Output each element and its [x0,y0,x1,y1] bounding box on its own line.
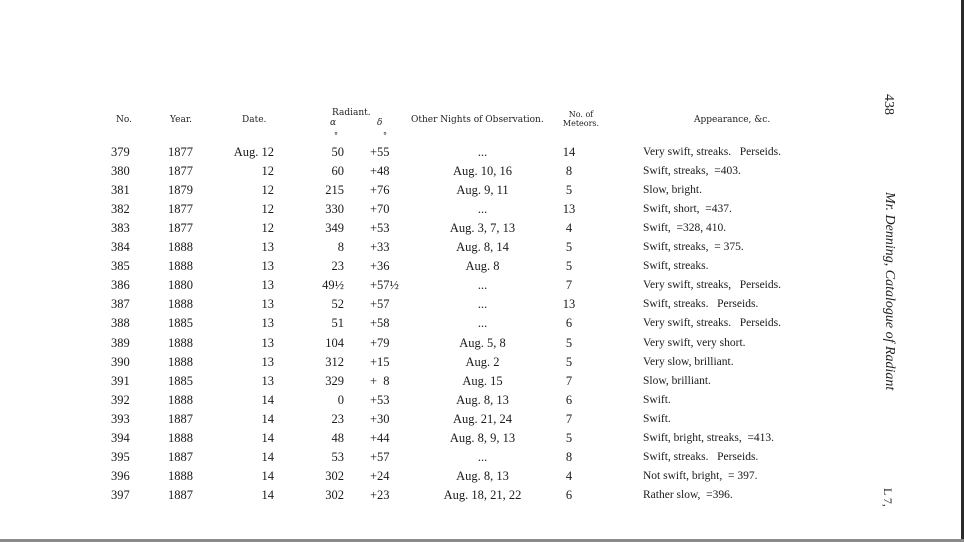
row-number: 397 [111,487,130,502]
row-date: 12 [261,221,274,236]
row-delta: +36 [370,259,390,274]
row-meteor-count: 4 [565,468,573,483]
row-number: 381 [111,183,130,198]
row-other-nights: Aug. 9, 11 [456,183,509,198]
row-delta: +33 [370,240,390,255]
row-alpha: 48 [331,430,344,445]
row-year: 1888 [168,297,193,312]
row-date: 14 [261,468,274,483]
table-row [0,334,900,353]
row-delta: +79 [370,335,390,350]
row-alpha: 23 [331,259,344,274]
row-appearance: Swift, streaks, =403. [643,165,741,178]
row-appearance: Swift. [643,412,671,425]
row-appearance: Very swift, very short. [643,336,746,349]
row-alpha: 23 [331,411,344,426]
row-other-nights: ... [477,145,488,159]
row-alpha: 8 [337,240,344,255]
row-appearance: Swift, streaks. Perseids. [643,450,759,463]
row-appearance: Swift, streaks. [643,260,709,273]
table-row [0,257,900,276]
row-number: 382 [111,202,130,217]
row-meteor-count: 7 [565,411,573,426]
row-other-nights: Aug. 8, 13 [456,392,509,407]
row-year: 1885 [168,373,193,388]
row-number: 386 [111,278,130,293]
row-delta: +55 [370,145,390,159]
row-delta: +57 [370,297,390,312]
row-delta: +48 [370,164,390,179]
table-row [0,314,900,333]
row-alpha: 53 [331,449,344,464]
row-date: 14 [261,392,274,407]
table-row [0,410,900,429]
row-meteor-count: 5 [565,354,573,369]
row-delta: +24 [370,468,390,483]
row-number: 396 [111,468,130,483]
row-appearance: Rather slow, =396. [643,488,733,501]
row-date: 13 [261,373,274,388]
row-delta: +58 [370,316,390,331]
row-year: 1877 [168,221,193,236]
row-alpha: 49½ [322,278,344,293]
row-date: 13 [261,354,274,369]
row-alpha: 312 [325,354,344,369]
table-row [0,448,900,467]
row-number: 395 [111,449,130,464]
row-number: 390 [111,354,130,369]
row-appearance: Very swift, streaks. Perseids. [643,317,781,330]
signature-mark: L 7, [881,488,895,507]
row-number: 392 [111,392,130,407]
row-delta: +53 [370,392,390,407]
row-delta: +57½ [370,278,399,293]
row-alpha: 330 [325,202,344,217]
row-date: 14 [261,430,274,445]
row-alpha: 349 [325,221,344,236]
row-alpha: 215 [325,183,344,198]
row-date: 14 [261,449,274,464]
table-row [0,162,900,181]
row-meteor-count: 5 [565,240,573,255]
row-date: 13 [261,278,274,293]
row-appearance: Slow, brilliant. [643,374,711,387]
running-title: Mr. Denning, Catalogue of Radiant [882,192,897,391]
row-date: 13 [261,240,274,255]
row-year: 1877 [168,202,193,217]
table-row [0,143,900,162]
row-appearance: Swift, bright, streaks, =413. [643,431,775,444]
header-delta: δ [377,118,383,128]
page-number: 438 [881,94,896,115]
row-number: 380 [111,164,130,179]
row-number: 387 [111,297,130,312]
row-year: 1888 [168,240,193,255]
row-date: 13 [261,316,274,331]
row-year: 1888 [168,468,193,483]
row-year: 1879 [168,183,193,198]
row-delta: +23 [370,487,390,502]
row-number: 379 [111,145,130,159]
row-appearance: Swift, =328, 410. [643,222,727,235]
degree-mark-delta: ° [383,131,387,140]
row-number: 391 [111,373,130,388]
row-other-nights: ... [477,202,488,217]
row-meteor-count: 14 [562,145,576,159]
row-delta: +44 [370,430,390,445]
row-year: 1887 [168,487,193,502]
row-date: 13 [261,297,274,312]
row-meteor-count: 6 [565,487,573,502]
table-row [0,486,900,505]
row-appearance: Swift, streaks, = 375. [643,241,744,254]
header-other-nights: Other Nights of Observation. [411,115,544,125]
table-row [0,181,900,200]
row-appearance: Very swift, streaks, Perseids. [643,279,781,292]
row-meteor-count: 8 [565,449,573,464]
row-other-nights: ... [477,316,488,331]
header-date: Date. [242,115,267,125]
row-year: 1888 [168,335,193,350]
row-delta: +57 [370,449,390,464]
row-meteor-count: 7 [565,373,573,388]
table-row [0,219,900,238]
row-number: 384 [111,240,130,255]
row-date: 13 [261,259,274,274]
row-meteor-count: 5 [565,335,573,350]
row-alpha: 0 [337,392,344,407]
row-other-nights: Aug. 2 [465,354,500,369]
row-year: 1888 [168,392,193,407]
row-date: 14 [261,487,274,502]
table-row [0,295,900,314]
row-year: 1885 [168,316,193,331]
row-date: 12 [261,164,274,179]
row-year: 1888 [168,430,193,445]
row-year: 1877 [168,164,193,179]
row-number: 389 [111,335,130,350]
row-meteor-count: 4 [565,221,573,236]
header-meteors [556,110,606,128]
row-year: 1880 [168,278,193,293]
header-alpha: α [330,118,337,128]
row-alpha: 50 [331,145,344,159]
row-alpha: 60 [331,164,344,179]
row-meteor-count: 5 [565,430,573,445]
row-date: 14 [261,411,274,426]
row-delta: +30 [370,411,390,426]
row-appearance: Swift, short, =437. [643,203,732,216]
row-other-nights: Aug. 15 [462,373,503,388]
row-meteor-count: 6 [565,392,573,407]
row-meteor-count: 13 [562,297,576,312]
row-alpha: 302 [325,487,344,502]
header-appearance: Appearance, &c. [694,115,771,125]
row-number: 383 [111,221,130,236]
row-alpha: 104 [325,335,344,350]
row-appearance: Slow, bright. [643,184,702,197]
row-date: 12 [261,183,274,198]
table-row [0,276,900,295]
row-other-nights: ... [477,449,488,464]
row-appearance: Very swift, streaks. Perseids. [643,146,781,158]
row-other-nights: Aug. 3, 7, 13 [449,221,516,236]
row-year: 1887 [168,411,193,426]
row-number: 393 [111,411,130,426]
row-date: Aug. 12 [233,145,274,159]
row-meteor-count: 13 [562,202,576,217]
row-delta: +53 [370,221,390,236]
row-other-nights: Aug. 18, 21, 22 [443,487,522,502]
row-other-nights: Aug. 8, 13 [456,468,509,483]
row-other-nights: Aug. 10, 16 [452,164,513,179]
row-other-nights: Aug. 21, 24 [452,411,513,426]
row-meteor-count: 6 [565,316,573,331]
row-appearance: Very slow, brilliant. [643,355,734,368]
table-row [0,467,900,486]
table-row [0,200,900,219]
row-number: 385 [111,259,130,274]
row-other-nights: Aug. 5, 8 [459,335,506,350]
row-appearance: Swift. [643,393,671,406]
row-meteor-count: 5 [565,183,573,198]
row-number: 388 [111,316,130,331]
table-row [0,353,900,372]
header-year: Year. [170,115,193,125]
header-meteors-line2: Meteors. [562,119,600,128]
row-year: 1877 [168,145,193,159]
row-date: 13 [261,335,274,350]
row-date: 12 [261,202,274,217]
row-appearance: Not swift, bright, = 397. [643,469,758,482]
row-alpha: 302 [325,468,344,483]
header-no: No. [116,115,132,125]
row-delta: +15 [370,354,390,369]
row-number: 394 [111,430,130,445]
table-row [0,372,900,391]
row-alpha: 51 [331,316,344,331]
degree-mark-alpha: ° [334,131,338,140]
row-other-nights: ... [477,278,488,293]
row-meteor-count: 7 [565,278,573,293]
row-other-nights: Aug. 8, 14 [456,240,509,255]
row-year: 1888 [168,259,193,274]
row-other-nights: Aug. 8 [465,259,500,274]
table-row [0,391,900,410]
header-radiant: Radiant. [332,108,371,118]
row-meteor-count: 8 [565,164,573,179]
row-year: 1888 [168,354,193,369]
row-delta: +70 [370,202,390,217]
table-row [0,429,900,448]
row-other-nights: ... [477,297,488,312]
row-alpha: 329 [325,373,344,388]
row-delta: + 8 [370,373,390,388]
row-appearance: Swift, streaks. Perseids. [643,298,759,311]
row-year: 1887 [168,449,193,464]
header-meteors-line1: No. of [568,110,594,119]
table-row [0,238,900,257]
row-delta: +76 [370,183,390,198]
row-alpha: 52 [331,297,344,312]
row-other-nights: Aug. 8, 9, 13 [449,430,516,445]
row-meteor-count: 5 [565,259,573,274]
